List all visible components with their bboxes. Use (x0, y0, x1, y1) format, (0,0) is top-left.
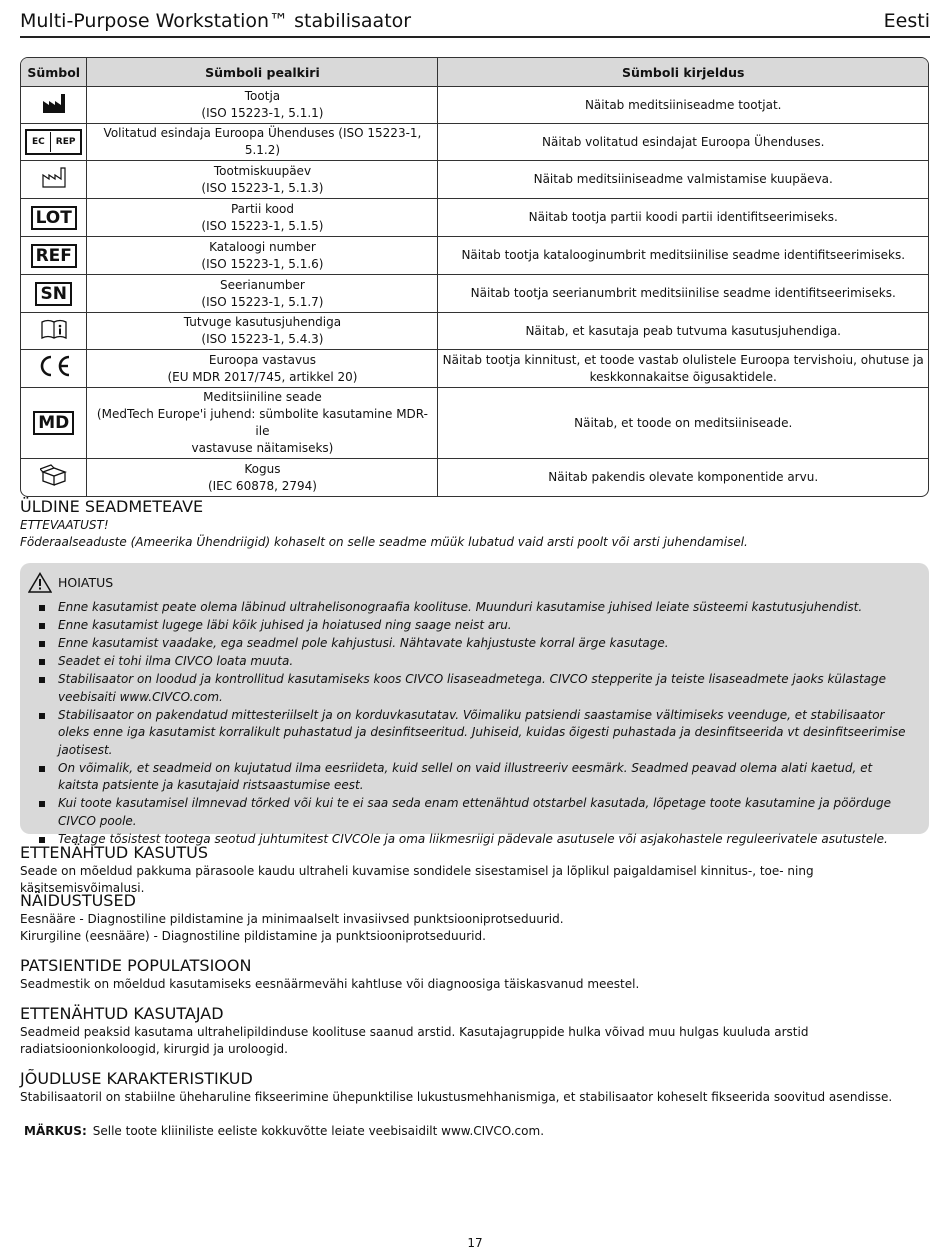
symbol-cell (21, 313, 87, 350)
section-text: Seade on mõeldud pakkuma pärasoole kaudu ultraheli kuvamise sondidele sisestamisel ja lõplikul paigaldamisel kinnitus-, toe- ning käsitsemisvõimalusi. (20, 864, 814, 895)
description-cell: Näitab tootja seerianumbrit meditsiinilise seadme identifitseerimiseks. (438, 275, 928, 313)
warning-header (28, 571, 915, 593)
ce-mark-icon (36, 354, 72, 378)
section-heading: ÜLDINE SEADMETEAVE (20, 497, 204, 516)
page-header (20, 8, 930, 38)
table-row (21, 459, 928, 496)
table-row (21, 275, 928, 313)
list-item: Enne kasutamist lugege läbi kõik juhised ja hoiatused ning saage neist aru. (28, 617, 915, 635)
symbol-cell (21, 350, 87, 388)
caution-text: Föderaalseaduste (Ameerika Ühendriigid) kohaselt on selle seadme müük lubatud vaid arsti poolt või arsti juhendamisel. (20, 535, 748, 549)
symbol-cell (21, 124, 87, 161)
table-row (21, 199, 928, 237)
description-cell: Näitab, et kasutaja peab tutvuma kasutusjuhendiga. (438, 313, 928, 350)
title-cell: Volitatud esindaja Euroopa Ühenduses (ISO 15223-1, 5.1.2) (87, 124, 438, 161)
table-row (21, 124, 928, 161)
column-header: Sümboli pealkiri (87, 58, 438, 87)
document-title: Multi-Purpose Workstation™ stabilisaator (20, 10, 412, 32)
description-cell: Näitab volitatud esindajat Euroopa Ühenduses. (438, 124, 928, 161)
title-cell: Tutvuge kasutusjuhendiga (ISO 15223-1, 5.4.3) (87, 313, 438, 350)
intended-use-section (20, 843, 930, 897)
section-text: Stabilisaatoril on stabiilne üheharuline fikseerimine ühepunktilise lukustusmehhanismiga, et stabilisaator koheselt fikseerida soovitud asendisse. (20, 1090, 893, 1104)
quantity-box-icon (40, 464, 68, 486)
md-icon: MD (33, 411, 74, 435)
symbol-cell (21, 275, 87, 313)
table-row (21, 350, 928, 388)
indications-section (20, 891, 930, 945)
sn-icon: SN (35, 282, 71, 306)
description-cell: Näitab tootja partii koodi partii identifitseerimiseks. (438, 199, 928, 237)
table-row (21, 313, 928, 350)
section-heading: JÕUDLUSE KARAKTERISTIKUD (20, 1069, 253, 1088)
warning-box (20, 563, 929, 846)
symbol-cell (21, 459, 87, 496)
list-item: Enne kasutamist vaadake, ega seadmel pole kahjustusi. Nähtavate kahjustuste korral ärge kasutage. (28, 635, 915, 653)
performance-section (20, 1069, 930, 1106)
symbol-cell (21, 388, 87, 459)
section-heading: ETTENÄHTUD KASUTAJAD (20, 1004, 224, 1023)
symbol-cell (21, 87, 87, 124)
list-item: Stabilisaator on loodud ja kontrollitud kasutamiseks koos CIVCO lisaseadmetega. CIVCO stepperite ja teiste lisaseadmete jaoks külastage veebisaiti www.CIVCO.com. (28, 671, 915, 706)
note-text: Selle toote kliiniliste eeliste kokkuvõtte leiate veebisaidilt www.CIVCO.com. (92, 1124, 545, 1138)
description-cell: Näitab meditsiiniseadme valmistamise kuupäeva. (438, 161, 928, 199)
description-cell: Näitab pakendis olevate komponentide arvu. (548, 470, 819, 484)
title-cell: Euroopa vastavus (EU MDR 2017/745, artikkel 20) (87, 350, 438, 388)
section-text: Kirurgiline (eesnääre) - Diagnostiline pildistamine ja punktsiooniprotseduurid. (20, 929, 486, 943)
page-number: 17 (467, 1236, 483, 1250)
column-header: Sümboli kirjeldus (438, 58, 928, 87)
lot-icon: LOT (31, 206, 77, 230)
column-header: Sümbol (21, 58, 87, 87)
symbols-table (20, 57, 929, 497)
section-text: Seadmestik on mõeldud kasutamiseks eesnäärmevähi kahtluse või diagnoosiga täiskasvanud meestel. (20, 977, 640, 991)
description-cell: Näitab, et toode on meditsiiniseade. (438, 388, 928, 459)
description-cell: Näitab meditsiiniseadme tootjat. (438, 87, 928, 124)
section-text: Seadmeid peaksid kasutama ultrahelipildinduse koolituse saanud arstid. Kasutajagruppide hulka võivad muu hulgas kuuluda arstid (20, 1025, 809, 1039)
list-item: Enne kasutamist peate olema läbinud ultrahelisonograafia koolituse. Muunduri kasutamise juhised leiate süsteemi kastutusjuhendist. (28, 599, 915, 617)
title-cell: Meditsiiniline seade (MedTech Europe'i juhend: sümbolite kasutamine MDR-ile vastavuse näitamiseks) (87, 388, 438, 459)
section-heading: PATSIENTIDE POPULATSIOON (20, 956, 252, 975)
language-label: Eesti (883, 10, 930, 32)
manufacturer-icon (41, 92, 67, 114)
note (24, 1124, 544, 1138)
list-item: Teatage tõsistest tootega seotud juhtumitest CIVCOle ja oma liikmesriigi pädevale asutusele või asjakohastele reguleerivatele asutustele. (28, 831, 915, 849)
ec-rep-icon: EC REP (25, 129, 82, 155)
table-header-row (21, 58, 928, 87)
caution-label: ETTEVAATUST! (20, 518, 109, 532)
table-row (21, 388, 928, 459)
ref-icon: REF (31, 244, 77, 268)
title-cell: Tootmiskuupäev (ISO 15223-1, 5.1.3) (87, 161, 438, 199)
list-item: Seadet ei tohi ilma CIVCO loata muuta. (28, 653, 915, 671)
list-item: On võimalik, et seadmeid on kujutatud ilma eesriideta, kuid sellel on vaid illustreeriv eesmärk. Seadmed peavad olema alati kaetud, et kaitsta patsiente ja kasutajaid ristsaastumise eest. (28, 760, 915, 795)
title-cell: Kogus (IEC 60878, 2794) (87, 459, 438, 496)
section-text: radiatsioonionkoloogid, kirurgid ja uroloogid. (20, 1042, 288, 1056)
section-heading: NÄIDUSTUSED (20, 891, 136, 910)
warning-triangle-icon (28, 572, 52, 593)
section-text: Eesnääre - Diagnostiline pildistamine ja minimaalselt invasiivsed punktsiooniprotseduurid. (20, 912, 564, 926)
symbol-cell (21, 199, 87, 237)
warning-title: HOIATUS (58, 574, 114, 590)
population-section (20, 956, 930, 993)
list-item: Kui toote kasutamisel ilmnevad tõrked või kui te ei saa seda enam ettenähtud otstarbel kasutada, lõpetage toote kasutamine ja pöörduge CIVCO poole. (28, 795, 915, 830)
note-label: MÄRKUS: (24, 1124, 87, 1138)
symbol-cell (21, 237, 87, 275)
title-cell: Seerianumber (ISO 15223-1, 5.1.7) (87, 275, 438, 313)
table-row (21, 161, 928, 199)
description-cell: Näitab tootja katalooginumbrit meditsiinilise seadme identifitseerimiseks. (438, 237, 928, 275)
general-info-section (20, 497, 930, 551)
title-cell: Tootja (ISO 15223-1, 5.1.1) (87, 87, 438, 124)
warning-list (28, 599, 915, 848)
table-row (21, 87, 928, 124)
list-item: Stabilisaator on pakendatud mittesteriilselt ja on korduvkasutatav. Võimaliku patsiendi saastamise vältimiseks veenduge, et stabilisaator oleks enne iga kasutamist korralikult puhastatud ja desinfitseeritud. Juhiseid, kuidas õigesti puhastada ja desinfitseerida vt desinfitseerimise jaotisest. (28, 707, 915, 760)
symbol-cell (21, 161, 87, 199)
title-cell: Kataloogi number (ISO 15223-1, 5.1.6) (87, 237, 438, 275)
description-cell: Näitab tootja kinnitust, et toode vastab olulistele Euroopa tervishoiu, ohutuse ja keskkonnakaitse õigusaktidele. (438, 350, 928, 388)
section-heading: ETTENÄHTUD KASUTUS (20, 843, 208, 862)
intended-users-section (20, 1004, 930, 1058)
consult-instructions-icon (40, 318, 68, 340)
manufacture-date-icon (41, 166, 67, 188)
title-cell: Partii kood (ISO 15223-1, 5.1.5) (87, 199, 438, 237)
table-row (21, 237, 928, 275)
